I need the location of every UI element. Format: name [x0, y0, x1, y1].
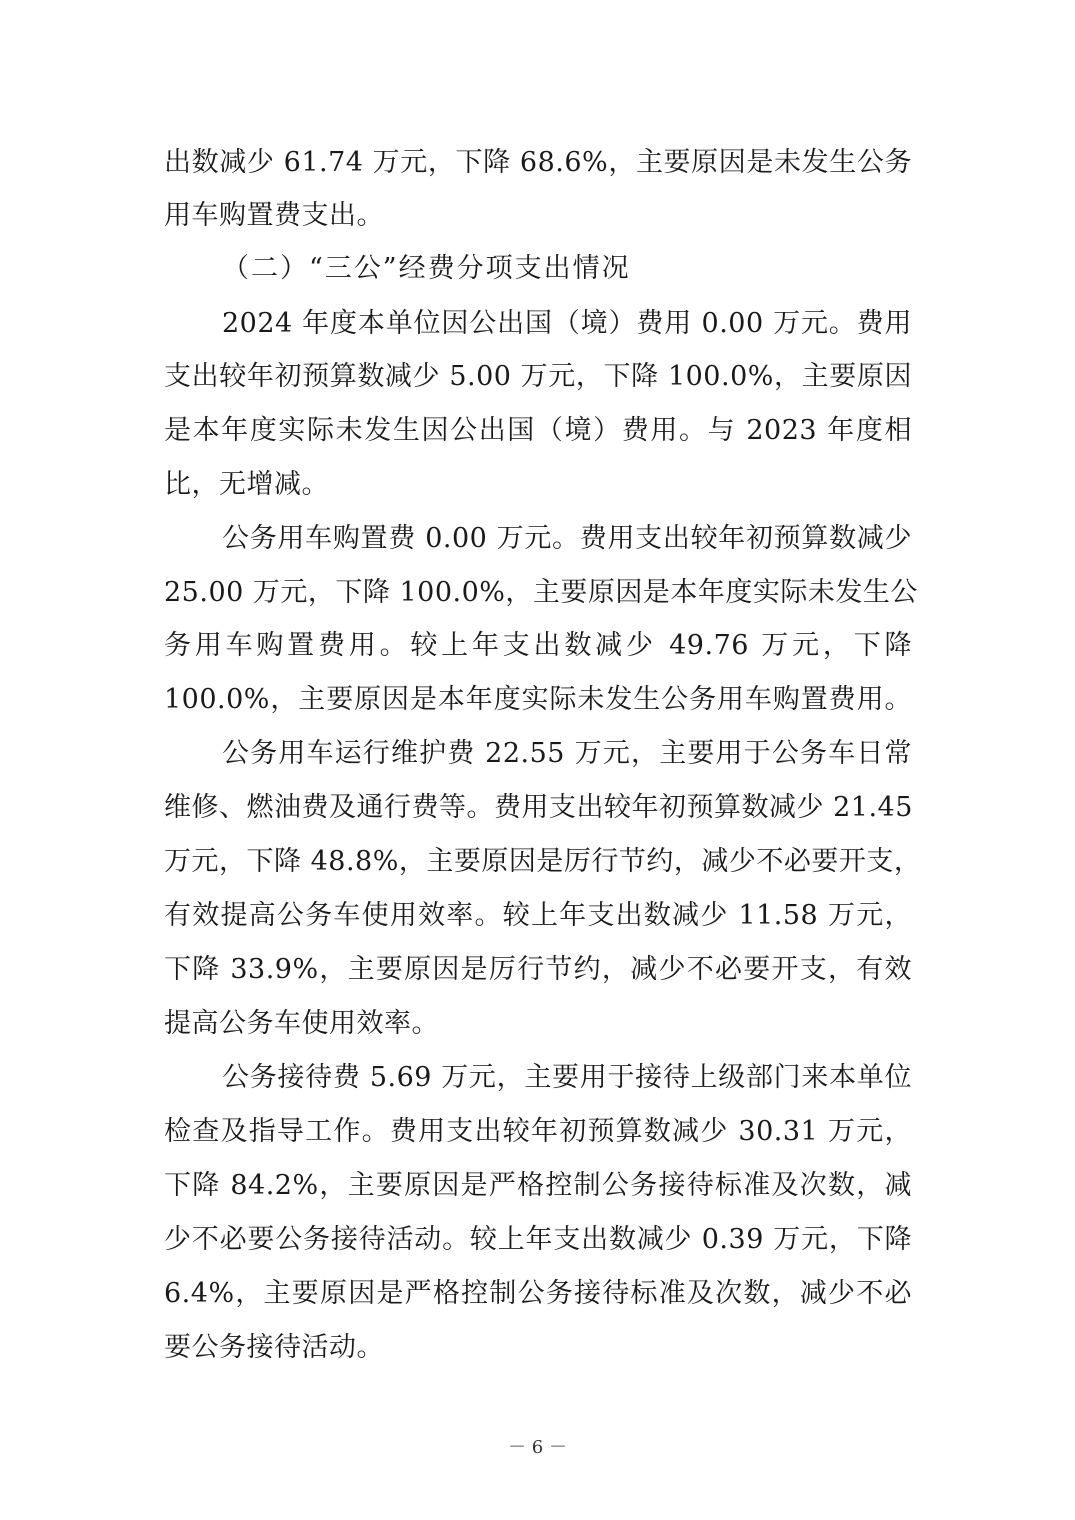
text-line: 万元，下降 48.8%，主要原因是厉行节约，减少不必要开支，	[164, 846, 922, 877]
text-line: 是本年度实际未发生因公出国（境）费用。与 2023 年度相	[164, 415, 912, 446]
text-line: 提高公务车使用效率。	[164, 1008, 439, 1039]
text-line: 下降 84.2%，主要原因是严格控制公务接待标准及次数，减	[164, 1170, 912, 1201]
text-line: 25.00 万元，下降 100.0%，主要原因是本年度实际未发生公	[164, 577, 918, 608]
text-line: 公务接待费 5.69 万元，主要用于接待上级部门来本单位	[222, 1062, 912, 1093]
page-number: － 6 －	[508, 1437, 567, 1458]
text-line: 少不必要公务接待活动。较上年支出数减少 0.39 万元，下降	[164, 1224, 912, 1255]
text-line: 用车购置费支出。	[164, 200, 384, 231]
text-line: 出数减少 61.74 万元，下降 68.6%，主要原因是未发生公务	[164, 147, 912, 178]
text-line: 下降 33.9%，主要原因是厉行节约，减少不必要开支，有效	[164, 954, 912, 985]
text-line: 比，无增减。	[164, 469, 329, 500]
text-line: 公务用车购置费 0.00 万元。费用支出较年初预算数减少	[222, 523, 912, 554]
text-line: 检查及指导工作。费用支出较年初预算数减少 30.31 万元，	[164, 1116, 912, 1147]
text-line: 支出较年初预算数减少 5.00 万元，下降 100.0%，主要原因	[164, 361, 912, 392]
text-line: 务用车购置费用。较上年支出数减少 49.76 万元，下降	[164, 630, 912, 661]
text-line: 100.0%，主要原因是本年度实际未发生公务用车购置费用。	[164, 684, 912, 715]
text-line: 2024 年度本单位因公出国（境）费用 0.00 万元。费用	[222, 308, 912, 339]
text-line: 有效提高公务车使用效率。较上年支出数减少 11.58 万元，	[164, 900, 912, 931]
text-line: 公务用车运行维护费 22.55 万元，主要用于公务车日常	[222, 738, 912, 769]
text-line: 要公务接待活动。	[164, 1332, 384, 1363]
text-line: 维修、燃油费及通行费等。费用支出较年初预算数减少 21.45	[164, 792, 913, 823]
text-line: 6.4%，主要原因是严格控制公务接待标准及次数，减少不必	[164, 1278, 912, 1309]
section-heading: （二）“三公”经费分项支出情况	[222, 253, 631, 284]
